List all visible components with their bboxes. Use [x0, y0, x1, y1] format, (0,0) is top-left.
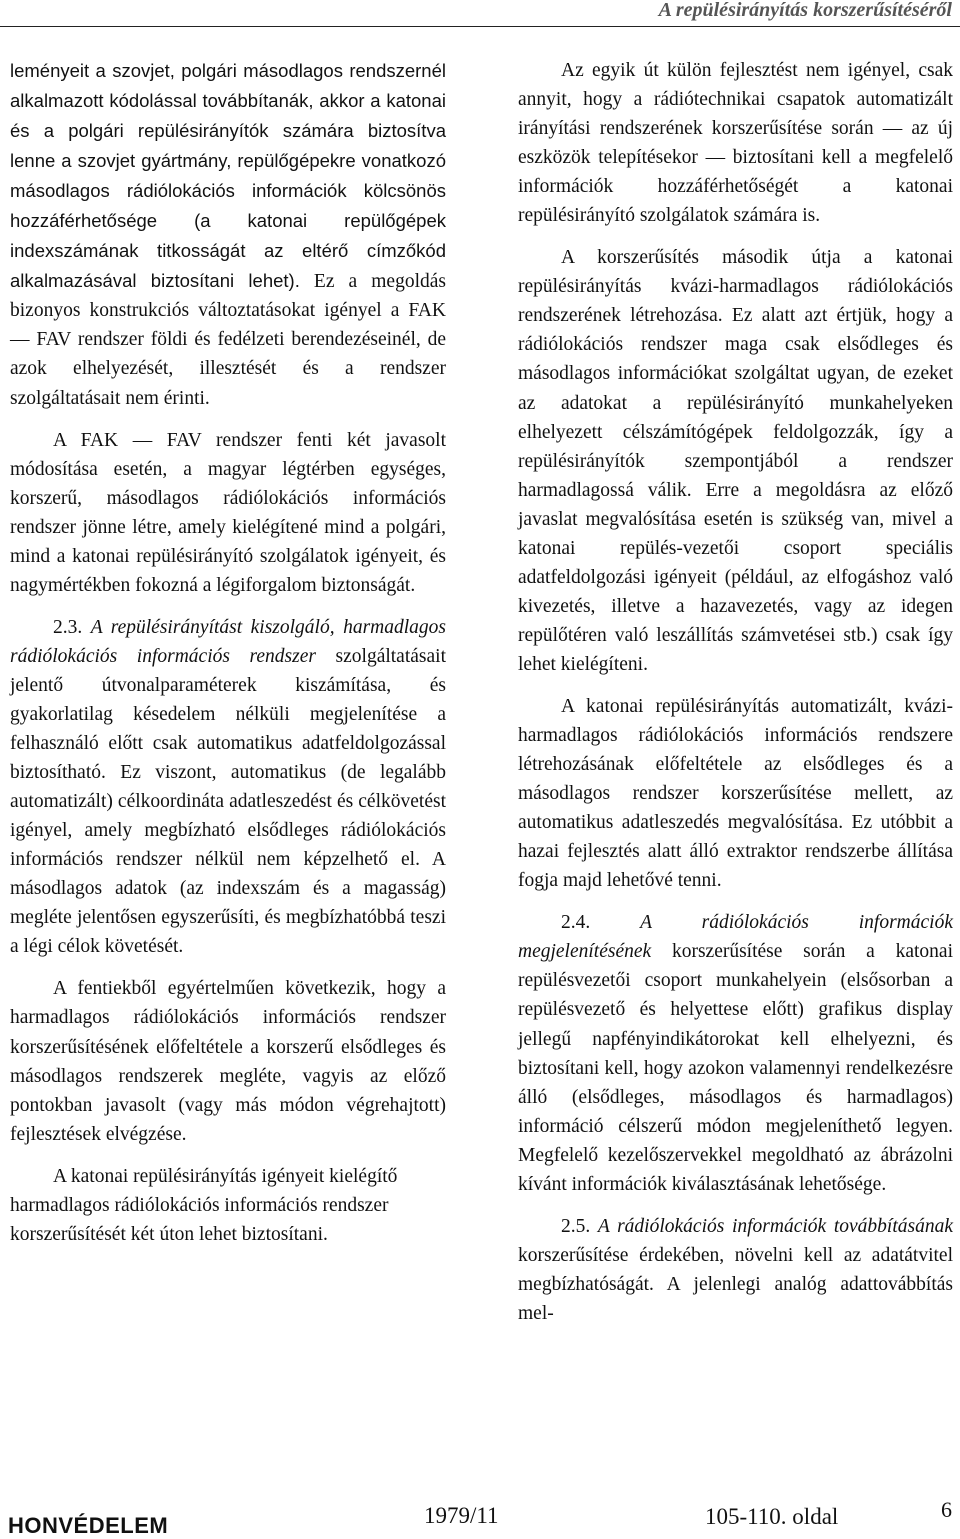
- paragraph-text: szolgáltatásait jelentő útvonalparaméterek kiszámítása, és gyakorlatilag késedelem nélküli megjelenítése a felhasználó előtt csak automatikus adatfeldolgozással biztosítható. Ez viszont, automatikus (de legalább automatizált) célkoordináta adatleszedést és célkövetést igényel, amely megbízható elsődleges rádiólokációs információs rendszer nélkül nem képzelhető el. A másodlagos adatok (az indexszám és a magasság) megléte jelentősen egyszerűsíti, és megbízhatóbbá teszi a légi célok követését.: [10, 645, 446, 958]
- paragraph-text: leményeit a szovjet, polgári másodlagos rendszernél alkalmazott kódolással továbbítanák, akkor a katonai és a polgári repülésirányítók számára biztosítva lenne a szovjet gyártmány, repülőgépekre vonatkozó másodlagos rádiólokációs információk kölcsönös hozzáférhetősége (a katonai repülőgépek indexszámának titkosságát az eltérő címzőkód alkalmazásával biztosítani lehet).: [10, 60, 446, 292]
- section-2-4: [518, 908, 953, 1198]
- paragraph: [518, 243, 953, 679]
- paragraph-text: A katonai repülésirányítás igényeit kielégítő harmadlagos rádiólokációs információs rendszer korszerűsítését két úton lehet biztosítani.: [10, 1165, 398, 1245]
- section-number: 2.5.: [561, 1215, 591, 1237]
- section-2-3: [10, 613, 446, 962]
- running-header: [0, 0, 960, 27]
- paragraph: [10, 426, 446, 600]
- paragraph-text: Az egyik út külön fejlesztést nem igényel, csak annyit, hogy a rádiótechnikai csapatok automatizált irányítási rendszerének korszerűsítése során — az új eszközök telepítésekor — biztosítani kell a megfelelő információk hozzáférhetőségét a katonai repülésirányító szolgálatok számára is.: [518, 60, 953, 227]
- paragraph: [518, 692, 953, 895]
- paragraph-text: A korszerűsítés második útja a katonai repülésirányítás kvázi-harmadlagos rádiólokációs rendszerének létrehozása. Ez alatt azt értjük, hogy a rádiólokációs rendszer maga csak elsődleges és másodlagos információkat szolgáltat ugyan, de ezeket az adatokat a repülésirányító munkahelyeken elhelyezett célszámítógépek feldolgozzák, így a repülésirányítók szempontjából a rendszer harmadlagossá válik. Erre a megoldásra az előző javaslat megvalósítása esetén is szükség van, mivel a katonai repülés-vezetői csoport speciális adatfeldolgozási igényeit (például, az elfogáshoz való kivezetés, illetve a hazavezetés, vagy az idegen repülőtéren való leszállítás számvetései stb.) csak így lehet kielégíteni.: [518, 247, 953, 675]
- paragraph-text: korszerűsítése érdekében, növelni kell az adatátvitel megbízhatóságát. A jelenlegi analóg adattovábbítás mel-: [518, 1244, 953, 1324]
- page-range: 105-110. oldal: [705, 1504, 839, 1529]
- section-title: A rádiólokációs információk megjelenítésének: [518, 912, 953, 963]
- paragraph: [10, 974, 446, 1148]
- section-title: A rádiólokációs információk továbbításának: [597, 1215, 953, 1237]
- journal-name: HONVÉDELEM: [8, 1513, 169, 1538]
- page-number: 6: [941, 1497, 952, 1522]
- paragraph-text: A FAK — FAV rendszer fenti két javasolt módosítása esetén, a magyar légtérben egységes, korszerű, másodlagos rádiólokációs információs rendszer jönne létre, amely kielégítené mind a polgári, mind a katonai repülésirányító szolgálatok igényeit, és nagymértékben fokozná a légiforgalom biztonságát.: [10, 429, 446, 596]
- section-number: 2.4.: [561, 912, 591, 934]
- section-number: 2.3.: [53, 616, 83, 638]
- issue-number: 1979/11: [424, 1503, 499, 1528]
- page-footer: [0, 1496, 960, 1538]
- paragraph-text: A katonai repülésirányítás automatizált, kvázi-harmadlagos rádiólokációs információs rendszere létrehozásának előfeltétele az elsődleges és a másodlagos rendszer korszerűsítése mellett, az automatikus adatleszedés megvalósítása. Ez utóbbit a hazai fejlesztés alatt álló extraktor rendszerbe állítása fogja majd lehetővé tenni.: [518, 695, 953, 892]
- paragraph: [518, 56, 953, 230]
- paragraph-text: Ez a megoldás bizonyos konstrukciós változtatásokat igényel a FAK — FAV rendszer földi és fedélzeti berendezéseinél, de azok elhelyezését, illesztését és a rendszer szolgáltatásait nem érinti.: [10, 271, 446, 409]
- section-title: A repülésirányítást kiszolgáló, harmadlagos rádiólokációs információs rendszer: [10, 616, 446, 667]
- running-title: A repülésirányítás korszerűsítéséről: [658, 0, 952, 21]
- left-column: [10, 56, 446, 1262]
- section-2-5: [518, 1212, 953, 1328]
- paragraph: [10, 56, 446, 413]
- right-column: [518, 56, 953, 1341]
- paragraph-text: A fentiekből egyértelműen következik, hogy a harmadlagos rádiólokációs információs rendszer korszerűsítésének előfeltétele a korszerű elsődleges és másodlagos rendszerek megléte, vagyis az előző pontokban javasolt (vagy más módon végrehajtott) fejlesztések elvégzése.: [10, 978, 446, 1145]
- paragraph: [10, 1162, 446, 1249]
- paragraph-text: korszerűsítése során a katonai repülésvezetői csoport munkahelyein (elsősorban a repülésvezető és helyettese előtt) grafikus display jellegű napfényindikátorokat kell elhelyezni, és biztosítani kell, hogy azokon valamennyi rendelkezésre álló (elsődleges, másodlagos és harmadlagos) információ célszerű módon megjeleníthető legyen. Megfelelő kezelőszervekkel megoldható az ábrázolni kívánt információk kiválasztásának lehetősége.: [518, 941, 953, 1195]
